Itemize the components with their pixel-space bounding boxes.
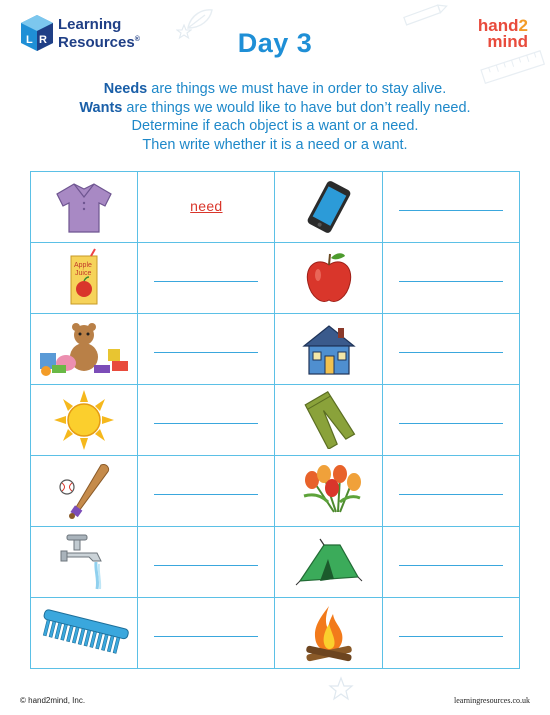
answer-blank[interactable] (399, 415, 503, 424)
house-icon (298, 320, 360, 378)
baseball-bat-cell (31, 456, 138, 527)
flowers-cell (275, 456, 382, 527)
answer-cell[interactable] (138, 172, 275, 243)
phone-icon (298, 180, 360, 234)
instructions (0, 80, 550, 154)
table-row (31, 172, 520, 243)
answer-blank[interactable] (399, 557, 503, 566)
instruction-line-3: Determine if each object is a want or a need. (131, 118, 419, 134)
answer-blank[interactable] (154, 486, 258, 495)
answer-cell[interactable] (138, 385, 275, 456)
pencil-doodle-icon (400, 2, 450, 26)
answer-cell[interactable] (138, 314, 275, 385)
logo-line2: Resources (58, 33, 135, 51)
brand-hand: hand (477, 16, 519, 35)
juice-box-cell (31, 243, 138, 314)
svg-text:R: R (39, 34, 47, 46)
phone-cell (275, 172, 382, 243)
toys-icon (36, 319, 132, 379)
answer-cell[interactable] (138, 456, 275, 527)
pants-icon (298, 391, 360, 449)
baseball-bat-icon (53, 461, 115, 521)
answer-blank[interactable] (399, 486, 503, 495)
table-row (31, 527, 520, 598)
answer-blank[interactable] (154, 273, 258, 282)
tent-icon (294, 535, 364, 589)
answer-cell[interactable] (382, 527, 519, 598)
answer-cell[interactable] (138, 598, 275, 669)
table-row (31, 456, 520, 527)
answer-cell[interactable] (382, 385, 519, 456)
answer-cell[interactable] (382, 172, 519, 243)
comb-cell (31, 598, 138, 669)
answer-cell[interactable] (382, 243, 519, 314)
juice-label-2: Juice (75, 270, 92, 277)
sun-icon (53, 390, 115, 450)
pants-cell (275, 385, 382, 456)
answer-cell[interactable] (138, 527, 275, 598)
svg-text:L: L (26, 34, 33, 46)
answer-blank[interactable] (154, 344, 258, 353)
comb-icon (35, 609, 133, 657)
website-url[interactable]: learningresources.co.uk (454, 696, 530, 705)
page-header (0, 0, 550, 70)
registered-mark: ® (134, 35, 140, 43)
apple-icon (298, 249, 360, 307)
answer-blank[interactable] (399, 344, 503, 353)
worksheet-grid (30, 171, 520, 669)
tent-cell (275, 527, 382, 598)
answer-cell[interactable] (382, 598, 519, 669)
instruction-line-2: Wants are things we would like to have but don’t really need. (79, 99, 471, 116)
answer-blank[interactable] (399, 202, 503, 211)
brand-mind: mind (487, 32, 528, 51)
sun-cell (31, 385, 138, 456)
shirt-icon (53, 180, 115, 234)
answer-text: need (190, 198, 223, 214)
campfire-cell (275, 598, 382, 669)
logo-line1: Learning (58, 15, 122, 33)
answer-cell[interactable] (382, 314, 519, 385)
toys-cell (31, 314, 138, 385)
star-doodle-icon (328, 676, 354, 702)
answer-blank[interactable] (154, 628, 258, 637)
faucet-cell (31, 527, 138, 598)
instruction-line-4: Then write whether it is a need or a want. (142, 136, 408, 153)
shirt-cell (31, 172, 138, 243)
copyright: © hand2mind, Inc. (20, 696, 86, 705)
answer-cell[interactable] (382, 456, 519, 527)
brand-two: 2 (518, 16, 528, 35)
apple-cell (275, 243, 382, 314)
answer-blank[interactable] (399, 273, 503, 282)
table-row (31, 243, 520, 314)
table-row (31, 385, 520, 456)
answer-blank[interactable] (399, 628, 503, 637)
juice-label-1: Apple (74, 262, 93, 269)
juice-box-icon (53, 248, 115, 308)
flowers-icon (294, 462, 364, 520)
page-title: Day 3 (237, 28, 313, 58)
house-cell (275, 314, 382, 385)
answer-blank[interactable] (154, 557, 258, 566)
hand2mind-logo (478, 18, 528, 50)
answer-cell[interactable] (138, 243, 275, 314)
answer-blank[interactable] (154, 415, 258, 424)
table-row (31, 314, 520, 385)
campfire-icon (298, 602, 360, 664)
table-row (31, 598, 520, 669)
instruction-line-1: Needs are things we must have in order to stay alive. (103, 81, 447, 97)
faucet-icon (53, 531, 115, 593)
